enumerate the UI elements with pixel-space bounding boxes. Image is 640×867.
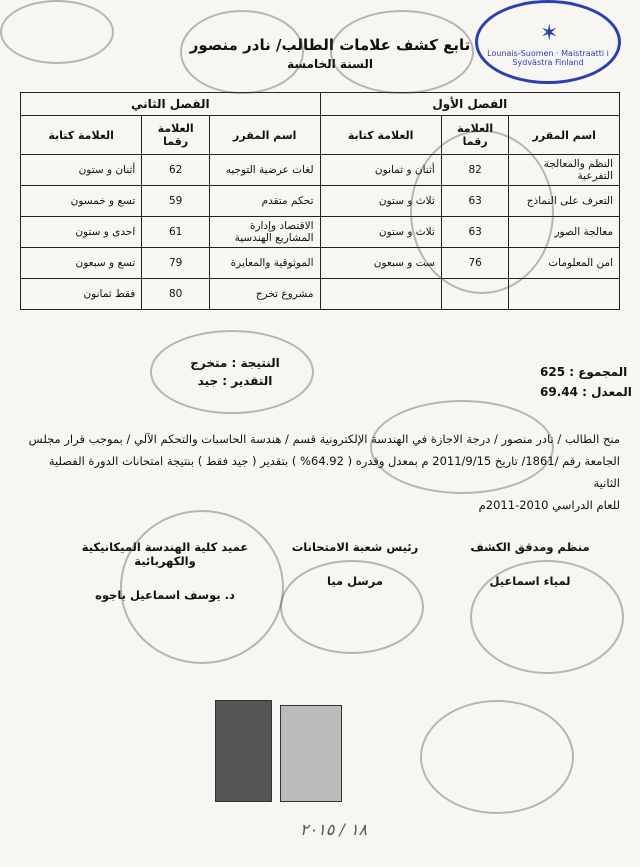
organizer-signature-block — [440, 540, 620, 588]
mark-cell: 79 — [142, 248, 210, 279]
course-header-1: اسم المقرر — [509, 116, 620, 155]
words-cell: تسع و سبعون — [21, 248, 142, 279]
organizer-name: لمياء اسماعيل — [489, 574, 571, 588]
course-cell: الموثوقية والمعايرة — [209, 248, 320, 279]
statement-line: منح الطالب / نادر منصور / درجة الاجازة في الهندسة الإلكترونية قسم / هندسة الحاسبات والتحكم الآلي / بموجب قرار مجلس — [28, 432, 620, 446]
words-cell: أثنان و ستون — [21, 155, 142, 186]
words-cell: تسع و خمسون — [21, 186, 142, 217]
table-row — [21, 248, 620, 279]
official-stamp-icon — [0, 0, 114, 64]
grade-label: التقدير : جيد — [197, 374, 273, 388]
words-cell — [320, 279, 441, 310]
words-cell: أثنان و ثمانون — [320, 155, 441, 186]
average-score: المعدل : 69.44 — [540, 385, 632, 399]
words-cell: ثلاث و ستون — [320, 217, 441, 248]
mark-cell: 63 — [441, 186, 509, 217]
column-header-row — [21, 116, 620, 155]
result-label: النتيجة : متخرج — [190, 356, 280, 370]
mark-cell: 62 — [142, 155, 210, 186]
course-cell: التعرف على النماذج — [509, 186, 620, 217]
table-row — [21, 279, 620, 310]
words-header-1: العلامة كتابة — [320, 116, 441, 155]
mark-cell: 80 — [142, 279, 210, 310]
course-cell: الاقتصاد وإدارة المشاريع الهندسية — [209, 217, 320, 248]
table-row — [21, 186, 620, 217]
total-score: المجموع : 625 — [540, 365, 628, 379]
course-cell: معالجة الصور — [509, 217, 620, 248]
dean-signature-block — [60, 540, 270, 602]
revenue-stamp-icon — [280, 705, 342, 802]
page-title: تابع كشف علامات الطالب/ نادر منصور — [189, 36, 471, 54]
first-semester-header: الفصل الأول — [320, 93, 619, 116]
course-cell — [509, 279, 620, 310]
mark-cell: 76 — [441, 248, 509, 279]
course-cell: تحكم متقدم — [209, 186, 320, 217]
organizer-title: منظم ومدقق الكشف — [470, 540, 590, 554]
exams-name: مرسل ميا — [327, 574, 383, 588]
mark-header-1: العلامة رقما — [441, 116, 509, 155]
statement-line: للعام الدراسي 2010-2011م — [478, 498, 620, 512]
exams-title: رئيس شعبة الامتحانات — [291, 540, 419, 554]
official-stamp-icon — [150, 330, 314, 414]
handwritten-date: ١٨ / ٢٠١٥ — [300, 820, 368, 839]
revenue-stamp-icon — [215, 700, 272, 802]
course-header-2: اسم المقرر — [209, 116, 320, 155]
grades-table — [20, 92, 620, 310]
words-header-2: العلامة كتابة — [21, 116, 142, 155]
dean-title: عميد كلية الهندسة الميكانيكية والكهربائية — [81, 540, 249, 568]
semester-header-row — [21, 93, 620, 116]
statement-line: الجامعة رقم /1861/ تاريخ 2011/9/15 م بمعدل وقدره ( 64.92% ) بتقدير ( جيد فقط ) بنتيجة امتحانات الدورة الفصلية الثانية — [48, 454, 620, 490]
degree-statement — [20, 428, 620, 516]
words-cell: احدى و ستون — [21, 217, 142, 248]
page-subtitle: السنة الخامسة — [287, 57, 373, 71]
mark-cell: 82 — [441, 155, 509, 186]
mark-header-2: العلامة رقما — [142, 116, 210, 155]
official-stamp-icon — [420, 700, 574, 814]
star-icon: ✶ — [540, 21, 559, 46]
course-cell: النظم والمعالجة التفرعية — [509, 155, 620, 186]
second-semester-header: الفصل الثاني — [21, 93, 321, 116]
words-cell: فقط ثمانون — [21, 279, 142, 310]
mark-cell: 61 — [142, 217, 210, 248]
mark-cell: 63 — [441, 217, 509, 248]
table-row — [21, 155, 620, 186]
course-cell: امن المعلومات — [509, 248, 620, 279]
course-cell: لغات عرضية التوجيه — [209, 155, 320, 186]
mark-cell: 59 — [142, 186, 210, 217]
dean-name: د. يوسف اسماعيل باجوه — [95, 588, 235, 602]
mark-cell — [441, 279, 509, 310]
exams-signature-block — [280, 540, 430, 588]
foreign-stamp-text: Lounais-Suomen · Maistraatti i Sydvästra Finland — [487, 49, 609, 67]
course-cell: مشروع تخرج — [209, 279, 320, 310]
table-row — [21, 217, 620, 248]
words-cell: ثلاث و ستون — [320, 186, 441, 217]
words-cell: ست و سبعون — [320, 248, 441, 279]
